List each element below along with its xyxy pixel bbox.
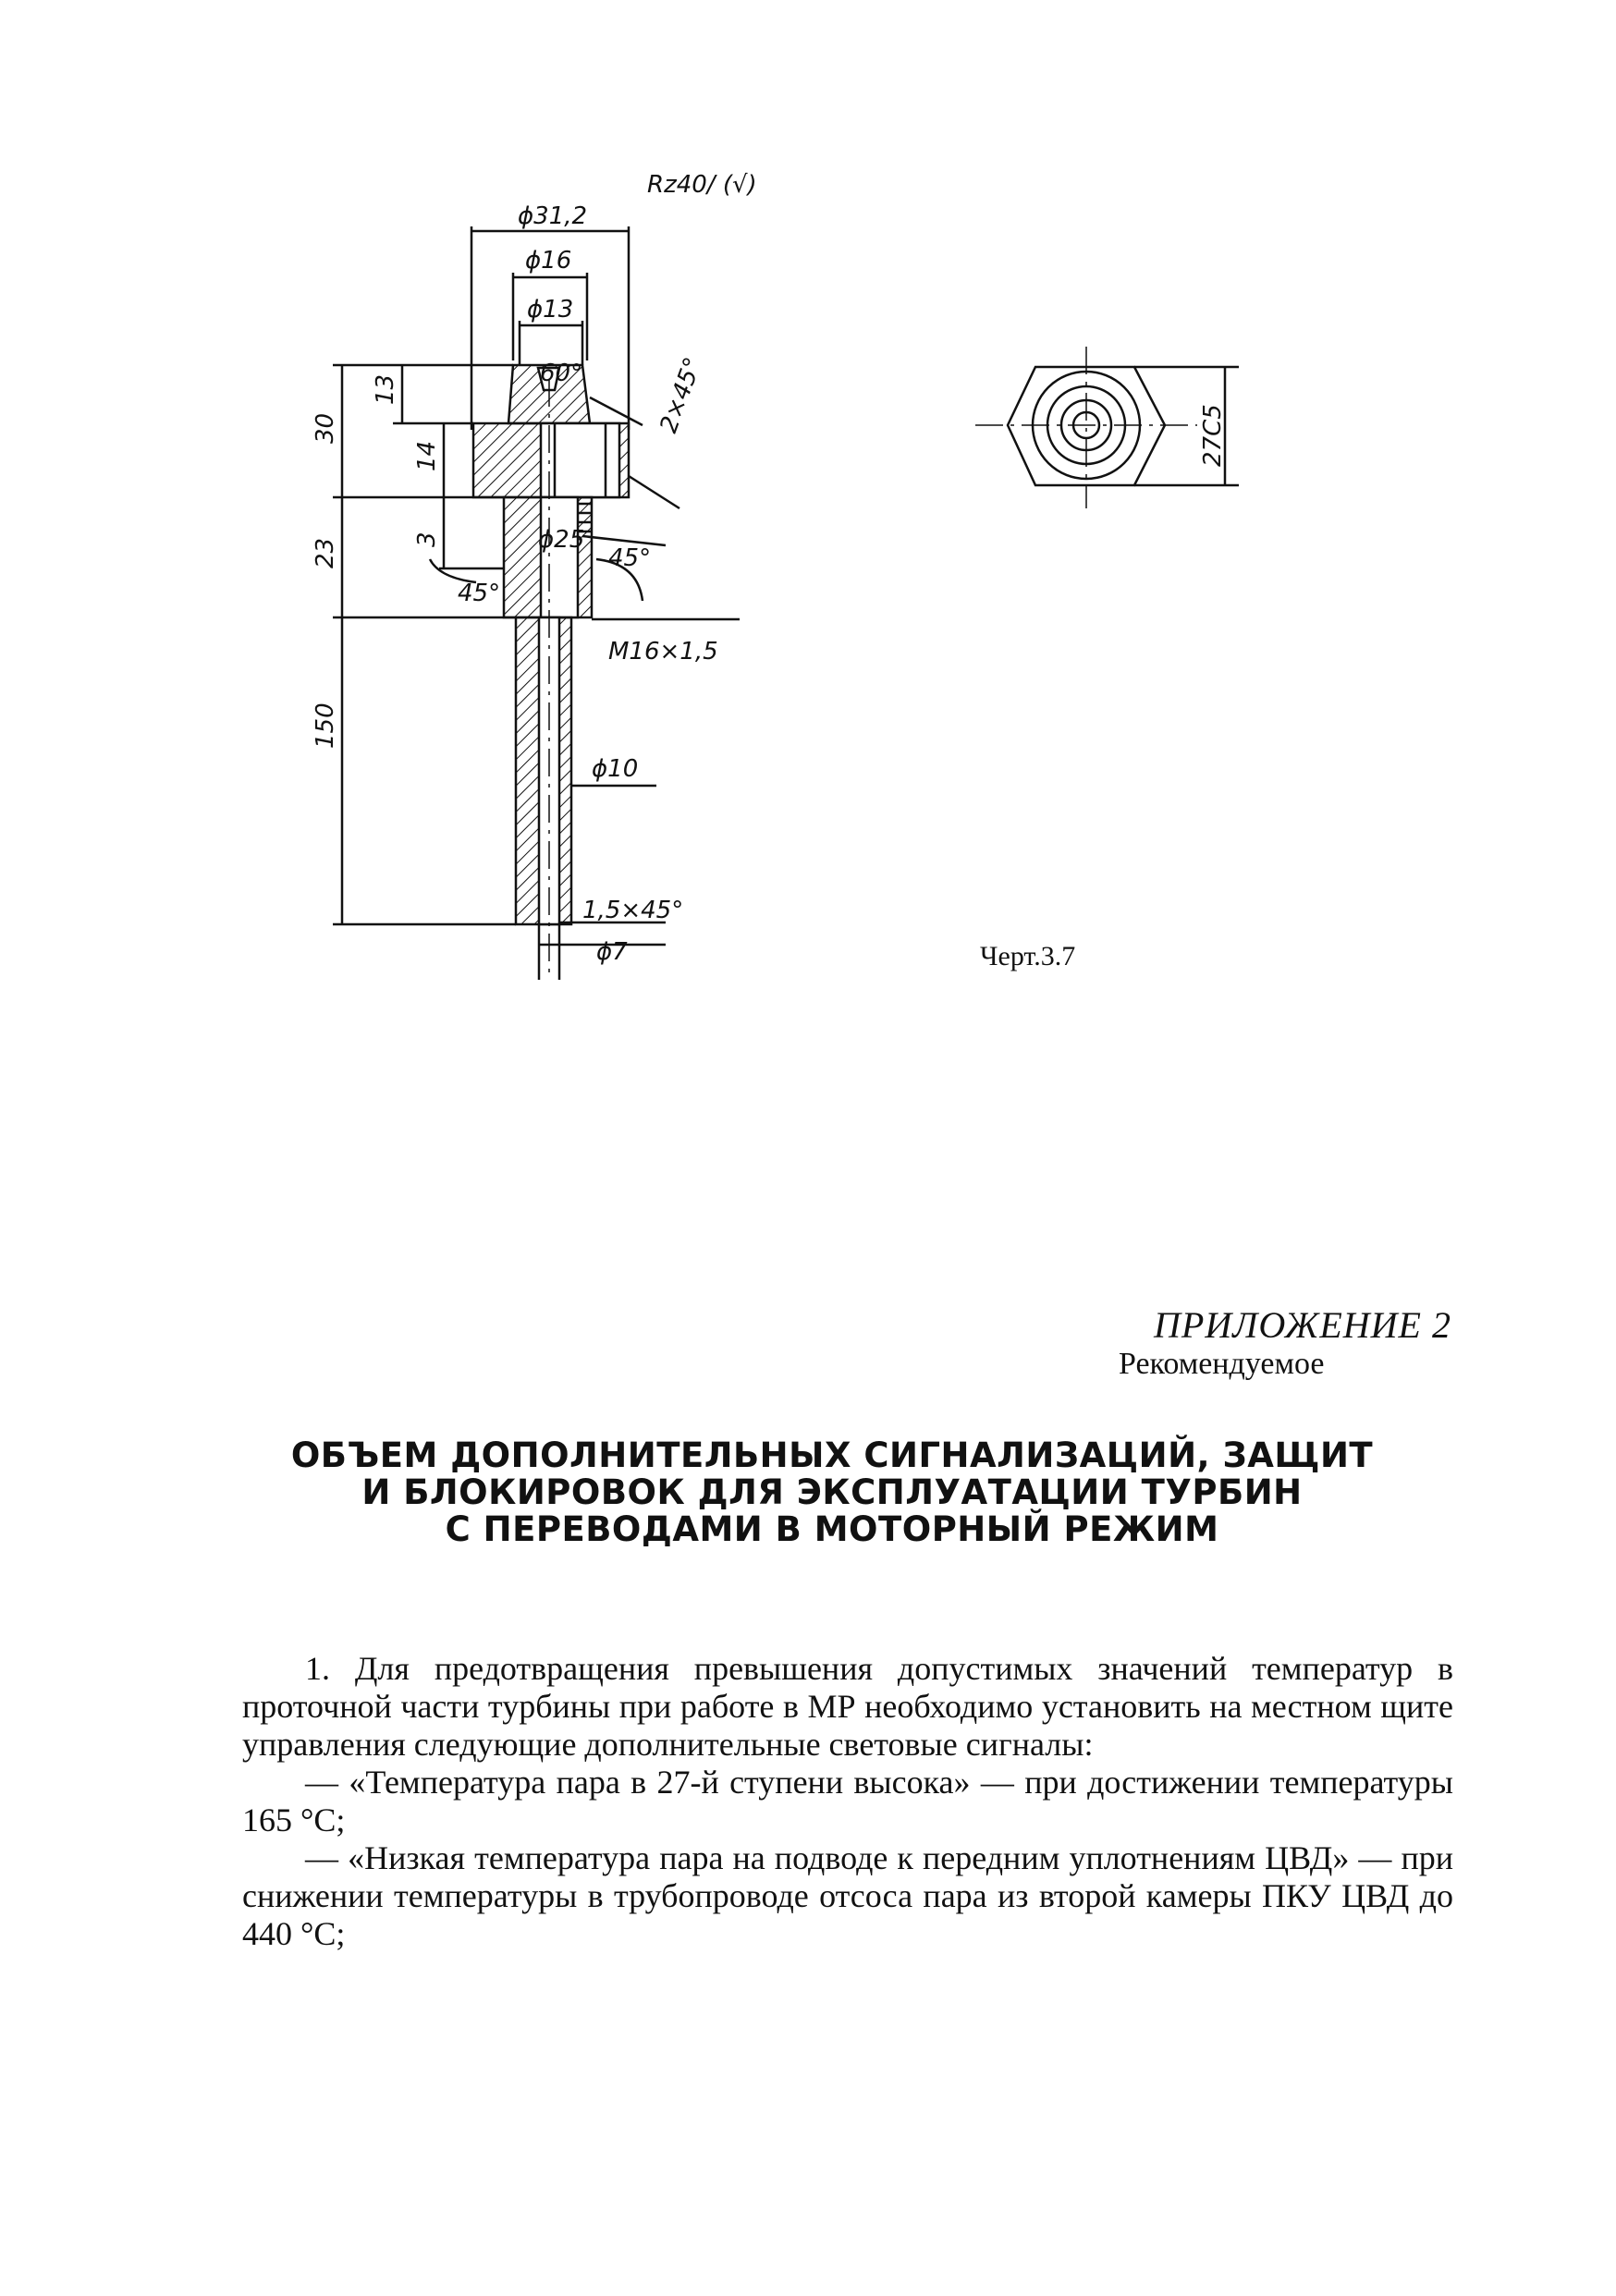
dim-thread: M16×1,5 [608,638,718,666]
heading-line-3: С ПЕРЕВОДАМИ В МОТОРНЫЙ РЕЖИМ [445,1509,1219,1549]
dim-3: 3 [413,531,441,547]
paragraph-3: — «Низкая температура пара на подводе к передним уплотнениям ЦВД» — при снижении температуры в трубопроводе отсоса пара из второй камеры ПКУ ЦВД до 440 °С; [242,1839,1453,1952]
appendix-block [1017,1303,1451,1382]
body-text [242,1650,1453,1953]
dim-d25: ϕ25 [538,526,585,554]
dim-2x45: 2×45° [655,353,708,437]
dim-45-left: 45° [458,580,501,607]
paragraph-2: — «Температура пара в 27-й ступени высока» — при достижении температуры 165 °С; [242,1764,1453,1838]
dim-150: 150 [312,702,339,749]
dim-13: 13 [372,373,399,405]
drawing-caption: Черт.3.7 [980,941,1076,971]
dim-23: 23 [312,537,339,568]
dim-d16: ϕ16 [525,247,572,275]
dim-30: 30 [312,412,339,444]
paragraph-1: 1. Для предотвращения превышения допустимых значений температур в проточной части турбины при работе в МР необходимо установить на местном щите управления следующие дополнительные световые сигналы: [242,1650,1453,1763]
dim-d13: ϕ13 [527,296,574,324]
technical-drawing [277,148,1294,1035]
dim-chamfer: 1,5×45° [582,897,684,924]
heading-line-2: И БЛОКИРОВОК ДЛЯ ЭКСПЛУАТАЦИИ ТУРБИН [361,1472,1303,1512]
dim-27c5: 27С5 [1199,404,1227,467]
heading-line-1: ОБЪЕМ ДОПОЛНИТЕЛЬНЫХ СИГНАЛИЗАЦИЙ, ЗАЩИТ [290,1435,1374,1475]
appendix-status: Рекомендуемое [1119,1347,1325,1381]
dim-d312: ϕ31,2 [518,202,588,230]
dim-d10: ϕ10 [592,755,639,783]
dim-angle-60: 60° [540,360,583,387]
dim-d7: ϕ7 [596,938,628,966]
roughness-note: Rz40/ (√) [647,171,757,199]
appendix-title: ПРИЛОЖЕНИЕ 2 [1154,1304,1451,1346]
dim-14: 14 [413,440,441,471]
dim-45-right: 45° [608,544,652,572]
section-heading [231,1437,1433,1548]
